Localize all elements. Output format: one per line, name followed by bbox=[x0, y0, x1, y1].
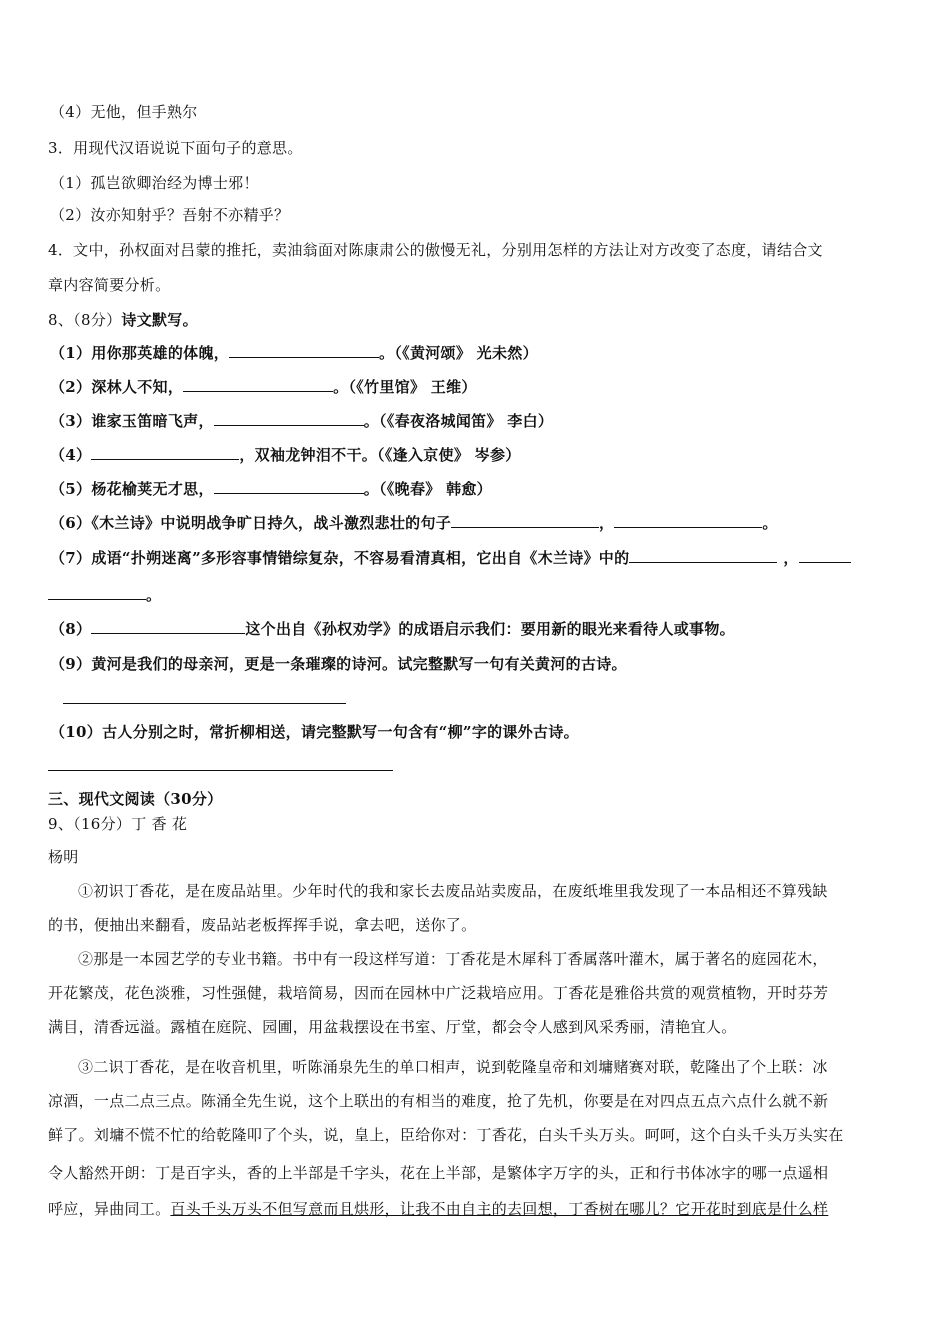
answer-blank[interactable] bbox=[451, 513, 599, 528]
answer-blank[interactable] bbox=[214, 479, 364, 494]
q8-item-7-comma: ， bbox=[783, 549, 799, 567]
q8-item-5-source: 。（《晚春》 韩愈） bbox=[363, 480, 492, 498]
q8-item-2-text: （2）深林人不知， bbox=[50, 378, 184, 396]
q4-line-1: 4．文中，孙权面对吕蒙的推托，卖油翁面对陈康肃公的傲慢无礼，分别用怎样的方法让对方改变了态度，请结合文 bbox=[48, 241, 823, 259]
answer-blank[interactable] bbox=[799, 548, 851, 563]
q8-title bbox=[48, 310, 198, 330]
q8-item-6-end: 。 bbox=[762, 514, 778, 532]
para-3-line-5-text: 呼应，异曲同工。 bbox=[48, 1200, 171, 1218]
answer-blank[interactable] bbox=[91, 619, 245, 634]
answer-blank[interactable] bbox=[629, 548, 777, 563]
q8-item-4-source: ，双袖龙钟泪不干。（《逢入京使》 岑参） bbox=[239, 446, 521, 464]
para-3-line-1: ③二识丁香花，是在收音机里，听陈涌泉先生的单口相声，说到乾隆皇帝和刘墉赌赛对联，乾隆出了个上联：冰 bbox=[78, 1058, 828, 1076]
q3-item-2: （2）汝亦知射乎？吾射不亦精乎？ bbox=[50, 206, 290, 224]
para-1-line-1: ①初识丁香花，是在废品站里。少年时代的我和家长去废品站卖废品，在废纸堆里我发现了一本品相还不算残缺 bbox=[78, 882, 828, 900]
q8-item-10: （10）古人分别之时，常折柳相送，请完整默写一句含有“柳”字的课外古诗。 bbox=[50, 723, 579, 741]
answer-blank[interactable] bbox=[48, 585, 146, 600]
answer-blank[interactable] bbox=[91, 445, 239, 460]
para-2-line-2: 开花繁茂，花色淡雅，习性强健，栽培简易，因而在园林中广泛栽培应用。丁香花是雅俗共赏的观赏植物，开时芬芳 bbox=[48, 984, 829, 1002]
q8-item-9: （9）黄河是我们的母亲河，更是一条璀璨的诗河。试完整默写一句有关黄河的古诗。 bbox=[50, 655, 627, 673]
q8-item-1-text: （1）用你那英雄的体魄， bbox=[50, 344, 230, 362]
q8-item-4-text: （4） bbox=[50, 446, 92, 464]
q8-item-4 bbox=[50, 445, 521, 465]
q8-item-6-text: （6）《木兰诗》中说明战争旷日持久，战斗激烈悲壮的句子 bbox=[50, 514, 452, 532]
q8-item-7-text: （7）成语“扑朔迷离”多形容事情错综复杂，不容易看清真相，它出自《木兰诗》中的 bbox=[50, 549, 630, 567]
q8-item-8-rest: 这个出自《孙权劝学》的成语启示我们：要用新的眼光来看待人或事物。 bbox=[245, 620, 735, 638]
para-1-line-2: 的书，便抽出来翻看，废品站老板挥挥手说，拿去吧，送你了。 bbox=[48, 916, 477, 934]
q2-item-4: （4）无他，但手熟尔 bbox=[50, 103, 198, 121]
answer-blank[interactable] bbox=[614, 513, 762, 528]
q8-item-6-comma: ， bbox=[599, 514, 615, 532]
q8-item-6 bbox=[50, 513, 778, 533]
q4-line-2: 章内容简要分析。 bbox=[48, 276, 171, 294]
q8-item-3-text: （3）谁家玉笛暗飞声， bbox=[50, 412, 214, 430]
q8-item-5 bbox=[50, 479, 492, 499]
para-2-line-1: ②那是一本园艺学的专业书籍。书中有一段这样写道：丁香花是木犀科丁香属落叶灌木，属于著名的庭园花木， bbox=[78, 950, 828, 968]
para-3-line-2: 凉酒，一点二点三点。陈涌全先生说，这个上联出的有相当的难度，抢了先机，你要是在对四点五点六点什么就不新 bbox=[48, 1092, 829, 1110]
q3-title: 3．用现代汉语说说下面句子的意思。 bbox=[48, 139, 303, 157]
q3-item-1: （1）孤岂欲卿治经为博士邪！ bbox=[50, 174, 259, 192]
answer-line-10[interactable] bbox=[48, 770, 393, 771]
q8-item-2 bbox=[50, 377, 477, 397]
underlined-sentence: 百头千头万头不但写意而且烘形，让我不由自主的去回想，丁香树在哪儿？它开花时到底是什么样 bbox=[170, 1200, 829, 1218]
q8-item-1-source: 。（《黄河颂》 光未然） bbox=[379, 344, 538, 362]
q8-item-5-text: （5）杨花榆荚无才思， bbox=[50, 480, 214, 498]
q8-item-3-source: 。（《春夜洛城闻笛》 李白） bbox=[363, 412, 554, 430]
q8-item-7-cont bbox=[48, 585, 161, 605]
para-3-line-3: 鲜了。刘墉不慌不忙的给乾隆叩了个头，说，皇上，臣给你对：丁香花，白头千头万头。呵呵，这个白头千头万头实在 bbox=[48, 1126, 844, 1144]
answer-blank[interactable] bbox=[183, 377, 333, 392]
author: 杨明 bbox=[48, 848, 79, 866]
q8-item-7 bbox=[50, 548, 851, 568]
q8-item-3 bbox=[50, 411, 553, 431]
q8-item-8 bbox=[50, 619, 735, 639]
answer-line-9[interactable] bbox=[63, 703, 346, 704]
q8-prefix: 8、（8分） bbox=[48, 311, 122, 329]
answer-blank[interactable] bbox=[229, 343, 379, 358]
section-3-heading: 三、现代文阅读（30分） bbox=[48, 790, 223, 808]
q9-title: 9、（16分）丁 香 花 bbox=[48, 815, 188, 833]
q8-item-8-text: （8） bbox=[50, 620, 92, 638]
para-3-line-4: 令人豁然开朗：丁是百字头，香的上半部是千字头，花在上半部，是繁体字万字的头，正和行书体冰字的哪一点遥相 bbox=[48, 1164, 829, 1182]
q8-heading: 诗文默写。 bbox=[121, 311, 198, 329]
q8-item-1 bbox=[50, 343, 538, 363]
q8-item-7-end: 。 bbox=[146, 586, 162, 604]
answer-blank[interactable] bbox=[214, 411, 364, 426]
para-2-line-3: 满目，清香远溢。露植在庭院、园圃，用盆栽摆设在书室、厅堂，都会令人感到风采秀丽，清艳宜人。 bbox=[48, 1018, 737, 1036]
para-3-line-5 bbox=[48, 1199, 828, 1219]
q8-item-2-source: 。（《竹里馆》 王维） bbox=[333, 378, 477, 396]
